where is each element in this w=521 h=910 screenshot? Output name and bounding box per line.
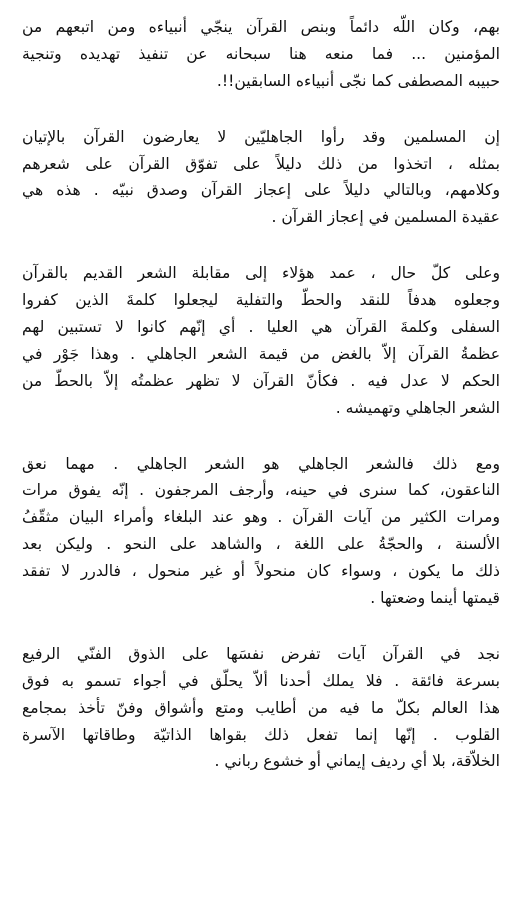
text-line: ذلك ما يكون ، وسواء كان منحولاً أو غير منحول ، فالدرر لا تفقد <box>22 562 500 581</box>
text-line: عظمةُ القرآن إلاّ بالغض من قيمة الشعر الجاهلي . وهذا جَوْر في <box>22 344 500 363</box>
text-line: بهم، وكان اللّه دائماً وبنص القرآن ينجّي أنبياءه ومن اتبعهم من <box>22 18 500 36</box>
text-line: وكلامهم، وبالتالي دليلاً على إعجاز القرآن وصدق نبيّه . هذه هي <box>22 181 500 200</box>
text-line: وجعلوه هدفاً للنقد والحطّ والتفلية ليجعلوا كلمةَ الذين كفروا <box>22 291 500 310</box>
text-line: نجد في القرآن آيات تفرض نفسَها على الذوق الفنّي الرفيع <box>22 644 500 663</box>
paragraph-1 <box>22 14 500 95</box>
text-line: المؤمنين ... فما منعه هنا سبحانه عن تنفيذ تهديده وتنجية <box>22 44 500 63</box>
text-line: الشعر الجاهلي وتهميشه . <box>335 398 500 417</box>
text-line: السفلى وكلمةَ القرآن هي العليا . أي إنّهم كانوا لا تستبين لهم <box>22 318 500 337</box>
text-line: الألسنة ، والحجّةُ على اللغة ، والشاهد على النحو . وليكن بعد <box>22 535 500 554</box>
text-line: إن المسلمين وقد رأوا الجاهليّين لا يعارضون القرآن بالإتيان <box>22 127 500 146</box>
paragraph-3 <box>22 260 500 421</box>
text-line: القلوب . إنّها إنما تفعل ذلك بقواها الذاتيّة وطاقاتها الآسرة <box>22 725 500 744</box>
paragraph-2 <box>22 124 500 232</box>
text-line: قيمتها أينما وضعتها . <box>370 589 500 608</box>
document-page <box>22 14 500 775</box>
text-line: الناعقون، كما سنرى في حينه، وأرجف المرجفون . إنّه يفوق مرات <box>22 481 500 500</box>
text-line: عقيدة المسلمين في إعجاز القرآن . <box>271 208 500 227</box>
text-line: وعلى كلّ حال ، عمد هؤلاء إلى مقابلة الشعر القديم بالقرآن <box>22 264 500 283</box>
text-line: بسرعة فائقة . فلا يملك أحدنا ألاّ يحلّق في أجواء تسمو به فوق <box>22 671 500 690</box>
text-line: الحكم لا عدل فيه . فكأنّ القرآن لا تظهر عظمتُه إلاّ بالحطّ من <box>22 371 500 390</box>
text-line: بمثله ، اتخذوا من ذلك دليلاً على تفوّق القرآن على شعرهم <box>22 154 500 173</box>
text-line: هذا العالم بكلّ ما فيه من أطايب ومتع وأشواق وفنّ تأخذ بمجامع <box>22 698 500 717</box>
paragraph-5 <box>22 641 500 775</box>
text-line: الخلاّقة، بلا أي رديف إيماني أو خشوع رباني . <box>214 752 500 771</box>
text-line: ومرات الكثير من آيات القرآن . وهو عند البلغاء وأمراء البيان مثقّفُ <box>22 508 500 527</box>
paragraph-4 <box>22 451 500 612</box>
text-line: حبيبه المصطفى كما نجّى أنبياءه السابقين!!. <box>216 71 500 90</box>
text-line: ومع ذلك فالشعر الجاهلي هو الشعر الجاهلي . مهما نعق <box>22 454 500 473</box>
